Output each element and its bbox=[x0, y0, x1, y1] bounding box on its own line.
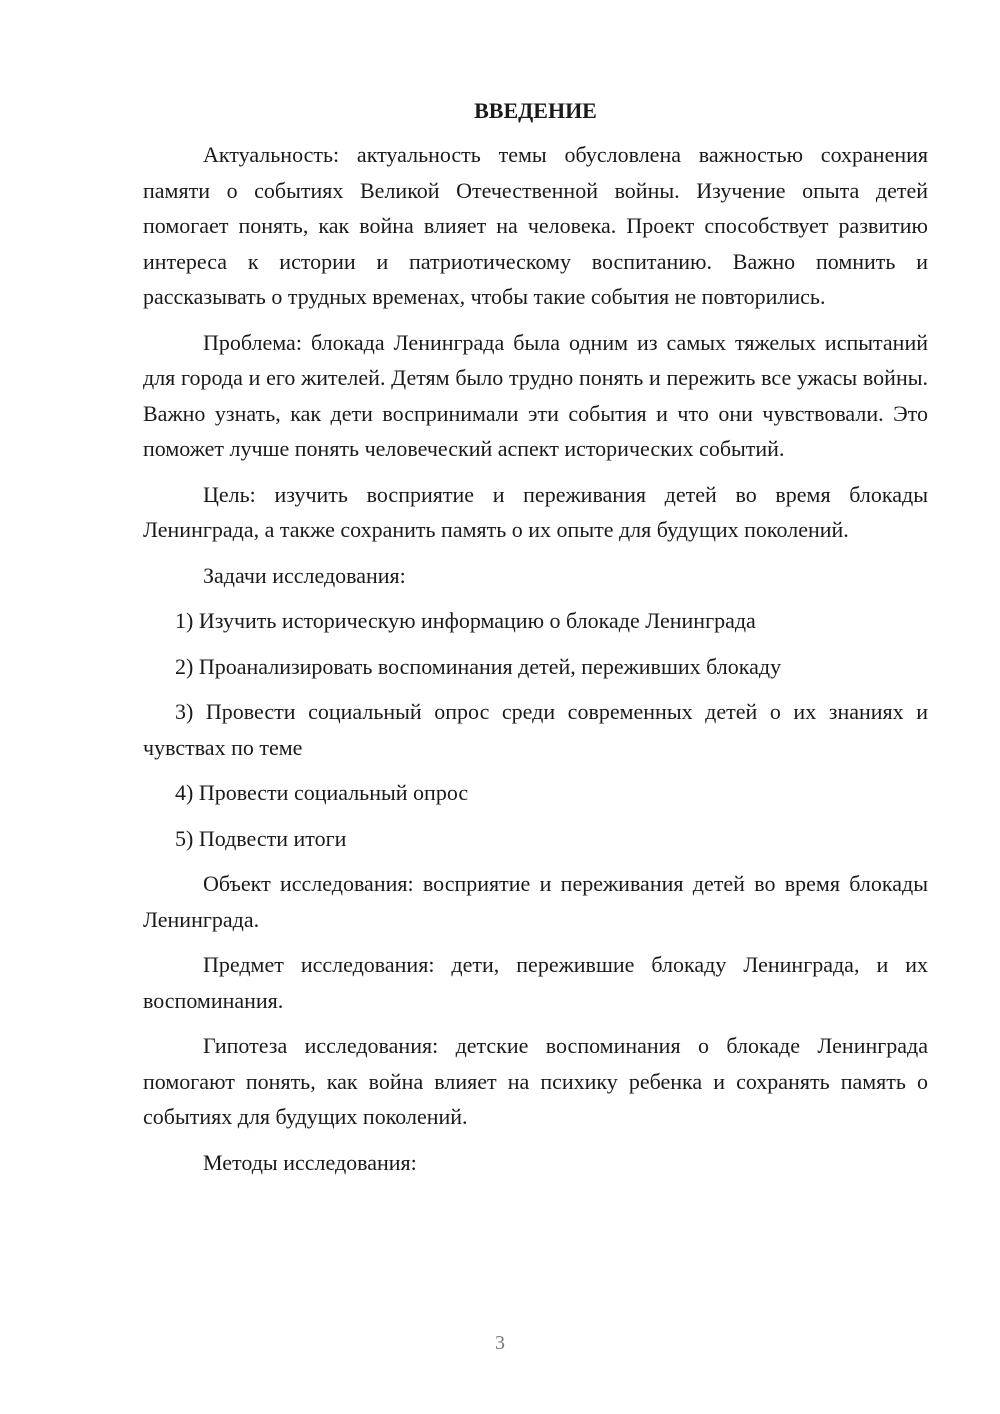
task-item: 2) Проанализировать воспоминания детей, переживших блокаду bbox=[175, 653, 782, 679]
task-item: 4) Провести социальный опрос bbox=[175, 780, 469, 805]
paragraph-problem: Проблема: блокада Ленинграда была одним из самых тяжелых испытаний для города и его жителей. Детям было трудно понять и пережить все ужасы войны. Важно узнать, как дети воспринимали эти события и что они чувствовали. Это поможет лучше понять человеческий аспект исторических событий. bbox=[143, 329, 928, 461]
page-content bbox=[143, 95, 928, 1190]
paragraph-relevance: Актуальность: актуальность темы обусловлена важностью сохранения памяти о событиях Великой Отечественной войны. Изучение опыта детей помогает понять, как война влияет на человека. Проект способствует развитию интереса к истории и патриотическому воспитанию. Важно помнить и рассказывать о трудных временах, чтобы такие события не повторились. bbox=[143, 142, 928, 309]
section-title: ВВЕДЕНИЕ bbox=[474, 98, 597, 123]
paragraph-subject: Предмет исследования: дети, пережившие блокаду Ленинграда, и их воспоминания. bbox=[143, 952, 928, 1013]
task-item: 5) Подвести итоги bbox=[175, 825, 347, 851]
task-item: 1) Изучить историческую информацию о блокаде Ленинграда bbox=[175, 608, 756, 633]
paragraph-hypothesis: Гипотеза исследования: детские воспоминания о блокаде Ленинграда помогают понять, как война влияет на психику ребенка и сохранять память о событиях для будущих поколений. bbox=[143, 1033, 928, 1129]
tasks-list bbox=[143, 603, 928, 856]
paragraph-goal: Цель: изучить восприятие и переживания детей во время блокады Ленинграда, а также сохранить память о их опыте для будущих поколений. bbox=[143, 481, 928, 542]
paragraph-object: Объект исследования: восприятие и переживания детей во время блокады Ленинграда. bbox=[143, 871, 928, 932]
page-number: 3 bbox=[495, 1332, 505, 1354]
tasks-heading: Задачи исследования: bbox=[203, 562, 406, 588]
methods-heading: Методы исследования: bbox=[203, 1149, 417, 1175]
task-item: 3) Провести социальный опрос среди современных детей о их знаниях и чувствах по теме bbox=[143, 699, 928, 760]
